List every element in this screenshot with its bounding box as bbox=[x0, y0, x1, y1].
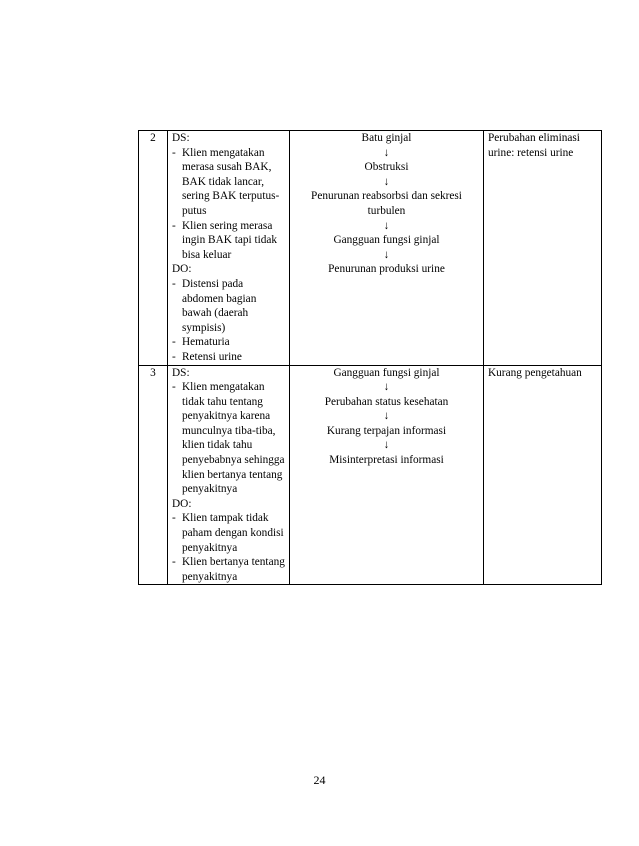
data-cell bbox=[168, 365, 290, 585]
list-item: - Klien mengatakan merasa susah BAK, BAK tidak lancar, sering BAK terputus-putus bbox=[172, 146, 285, 219]
list-item: - Distensi pada abdomen bagian bawah (daerah sympisis) bbox=[172, 277, 285, 335]
table-row bbox=[139, 131, 602, 366]
problem-cell: Kurang pengetahuan bbox=[484, 365, 602, 585]
down-arrow-icon: ↓ bbox=[383, 439, 390, 452]
table-row bbox=[139, 365, 602, 585]
do-list bbox=[172, 277, 285, 365]
problem-cell: Perubahan eliminasi urine: retensi urine bbox=[484, 131, 602, 366]
row-number: 3 bbox=[139, 365, 168, 585]
down-arrow-icon: ↓ bbox=[383, 248, 390, 261]
do-label: DO: bbox=[172, 263, 192, 276]
page-number: 24 bbox=[313, 773, 326, 787]
ds-list bbox=[172, 380, 285, 497]
down-arrow-icon: ↓ bbox=[383, 410, 390, 423]
down-arrow-icon: ↓ bbox=[383, 381, 390, 394]
ds-label: DS: bbox=[172, 366, 190, 379]
pathway-step: Misinterpretasi informasi bbox=[329, 454, 444, 467]
list-item: - Hematuria bbox=[172, 335, 285, 350]
pathway-step: Gangguan fungsi ginjal bbox=[333, 234, 440, 247]
pathway-step: Penurunan reabsorbsi dan sekresi turbulen bbox=[311, 190, 462, 217]
do-list bbox=[172, 511, 285, 584]
list-item: - Klien mengatakan tidak tahu tentang penyakitnya karena munculnya tiba-tiba, klien tidak tahu penyebabnya sehingga klien bertanya tentang penyakitnya bbox=[172, 380, 285, 497]
ds-label: DS: bbox=[172, 132, 190, 144]
list-item: - Klien bertanya tentang penyakitnya bbox=[172, 555, 285, 584]
pathway-step: Batu ginjal bbox=[361, 132, 412, 144]
list-item: - Klien tampak tidak paham dengan kondisi penyakitnya bbox=[172, 511, 285, 555]
pathway-cell bbox=[290, 365, 484, 585]
down-arrow-icon: ↓ bbox=[383, 146, 390, 159]
pathway-cell bbox=[290, 131, 484, 366]
data-cell bbox=[168, 131, 290, 366]
row-number: 2 bbox=[139, 131, 168, 366]
pathway-step: Perubahan status kesehatan bbox=[324, 395, 449, 408]
down-arrow-icon: ↓ bbox=[383, 175, 390, 188]
pathway-step: Kurang terpajan informasi bbox=[326, 424, 447, 437]
do-label: DO: bbox=[172, 497, 192, 510]
list-item: - Klien sering merasa ingin BAK tapi tidak bisa keluar bbox=[172, 219, 285, 263]
nursing-diagnosis-table bbox=[138, 130, 602, 585]
pathway-step: Gangguan fungsi ginjal bbox=[333, 366, 440, 379]
pathway-step: Obstruksi bbox=[364, 161, 409, 174]
pathway-step: Penurunan produksi urine bbox=[328, 263, 445, 276]
down-arrow-icon: ↓ bbox=[383, 219, 390, 232]
ds-list bbox=[172, 146, 285, 263]
list-item: - Retensi urine bbox=[172, 350, 285, 365]
